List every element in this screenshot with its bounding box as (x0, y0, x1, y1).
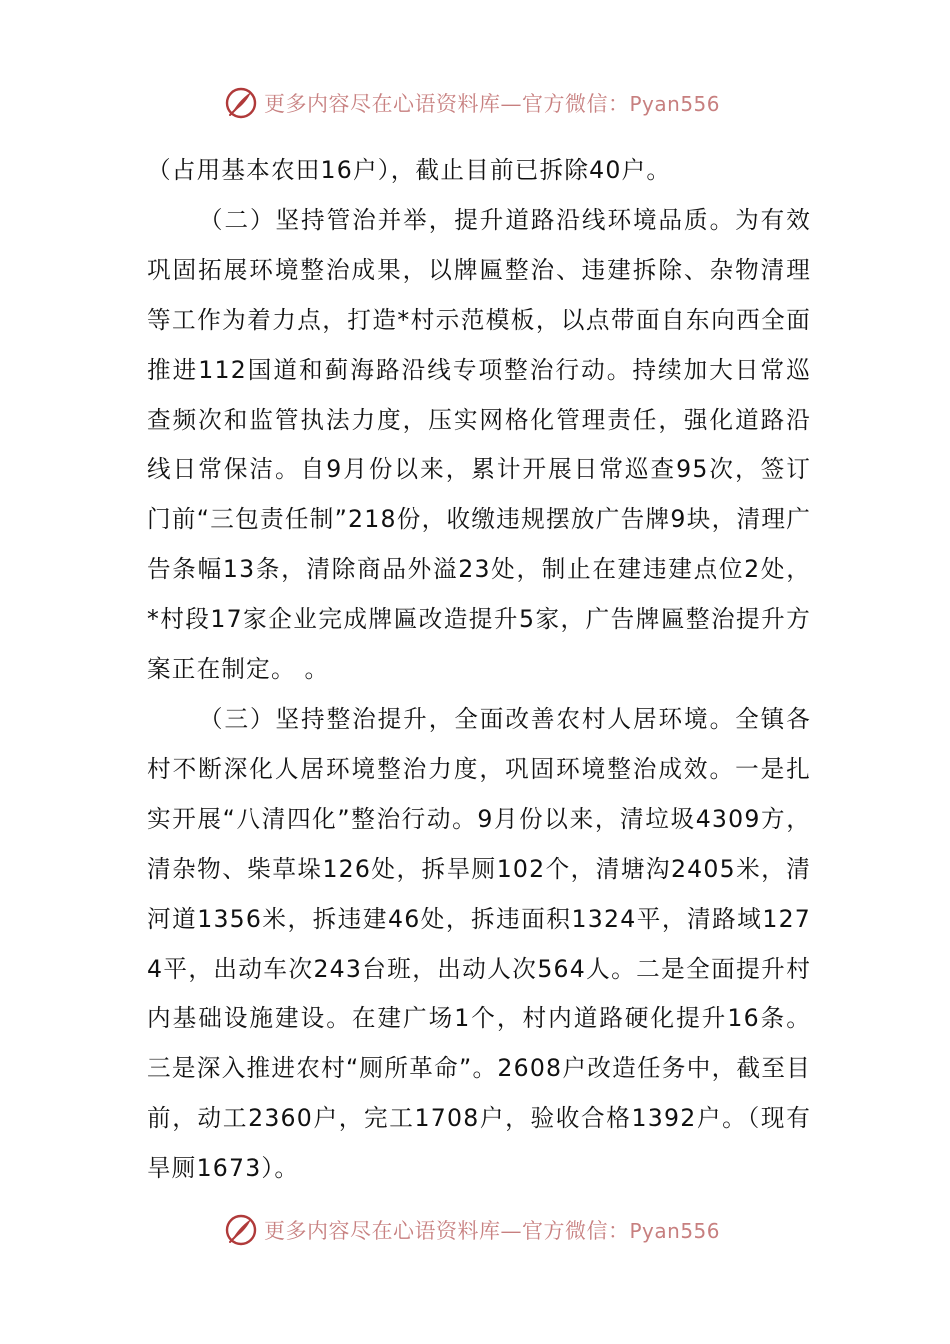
banner-wechat-id: Pyan556 (629, 92, 720, 116)
banner-wechat-id: Pyan556 (629, 1219, 720, 1243)
banner-content (224, 86, 720, 120)
banner-text (264, 88, 720, 118)
banner-text (264, 1215, 720, 1245)
banner-site-text: 更多内容尽在心语资料库—官方微信： (263, 1219, 630, 1243)
footer-banner (0, 1210, 950, 1250)
banner-content (224, 1213, 720, 1247)
header-banner (0, 83, 950, 123)
paragraph-section-two: （二）坚持管治并举，提升道路沿线环境品质。为有效巩固拓展环境整治成果，以牌匾整治、违建拆除、杂物清理等工作为着力点，打造*村示范模板，以点带面自东向西全面推进112国道和蓟海路沿线专项整治行动。持续加大日常巡查频次和监管执法力度，压实网格化管理责任，强化道路沿线日常保洁。自9月份以来，累计开展日常巡查95次，签订门前“三包责任制”218份，收缴违规摆放广告牌9块，清理广告条幅13条，清除商品外溢23处，制止在建违建点位2处，*村段17家企业完成牌匾改造提升5家，广告牌匾整治提升方案正在制定。 。 (147, 205, 811, 684)
document-body (147, 146, 811, 1194)
quill-pen-logo-icon (224, 86, 258, 120)
quill-pen-logo-icon (224, 1213, 258, 1247)
banner-site-text: 更多内容尽在心语资料库—官方微信： (263, 92, 630, 116)
paragraph-section-three: （三）坚持整治提升，全面改善农村人居环境。全镇各村不断深化人居环境整治力度，巩固环境整治成效。一是扎实开展“八清四化”整治行动。9月份以来，清垃圾4309方，清杂物、柴草垛126处，拆旱厕102个，清塘沟2405米，清河道1356米，拆违建46处，拆违面积1324平，清路域1274平，出动车次243台班，出动人次564人。二是全面提升村内基础设施建设。在建广场1个，村内道路硬化提升16条。三是深入推进农村“厕所革命”。2608户改造任务中，截至目前，动工2360户，完工1708户，验收合格1392户。（现有旱厕1673）。 (147, 704, 811, 1183)
paragraph-continuation: （占用基本农田16户），截止目前已拆除40户。 (147, 156, 672, 184)
